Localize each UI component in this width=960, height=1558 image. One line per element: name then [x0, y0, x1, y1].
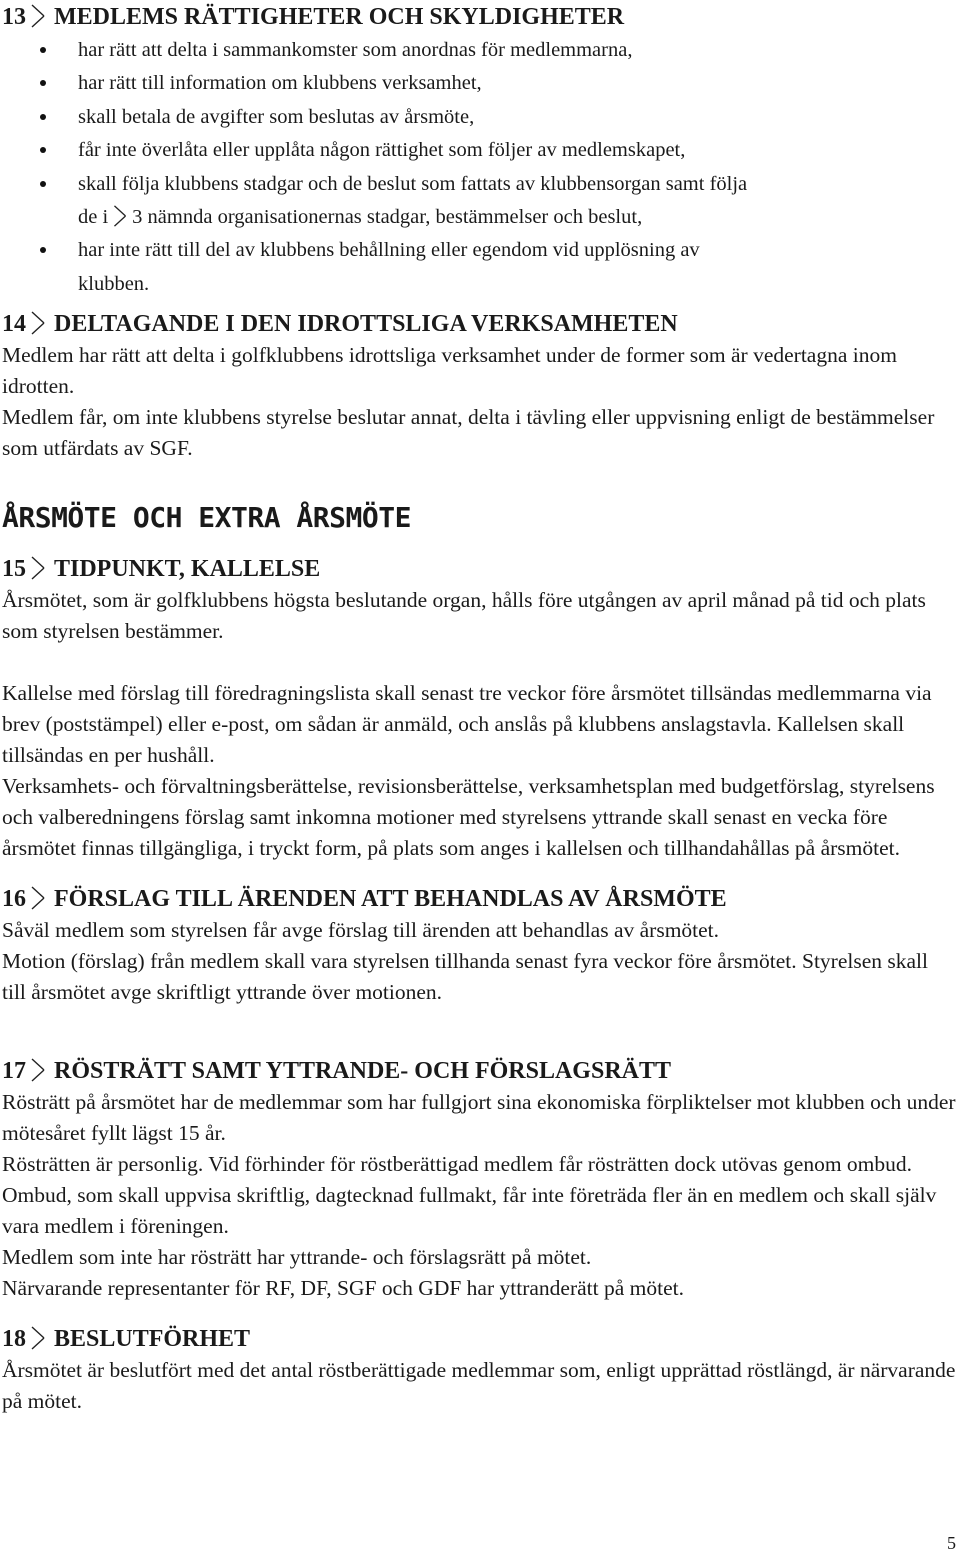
section-mark-icon: [30, 1325, 46, 1351]
paragraph: Kallelse med förslag till föredragningslista skall senast tre veckor före årsmötet tillsändas medlemmarna via brev (poststämpel) eller e-post, om sådan är anmäld, och anslås på klubbens anslagstavla. Kallelsen skall tillsändas en per hushåll.: [2, 681, 932, 768]
section-14-heading: [2, 309, 957, 340]
bullet-icon: [40, 80, 46, 86]
page-number: 5: [947, 1533, 956, 1553]
paragraph: Motion (förslag) från medlem skall vara styrelsen tillhanda senast fyra veckor före årsmötet. Styrelsen skall till årsmötet avge skriftligt yttrande över motionen.: [2, 949, 929, 1005]
chapter-title: ÅRSMÖTE OCH EXTRA ÅRSMÖTE: [2, 501, 411, 535]
paragraph: Rösträtt på årsmötet har de medlemmar som har fullgjort sina ekonomiska förpliktelser mot klubben och under mötesåret fyllt lägst 15 år.: [2, 1090, 956, 1146]
paragraph: Årsmötet, som är golfklubbens högsta beslutande organ, hålls före utgången av april månad på tid och plats som styrelsen bestämmer.: [2, 588, 926, 644]
section-title: FÖRSLAG TILL ÄRENDEN ATT BEHANDLAS AV ÅRSMÖTE: [54, 886, 727, 913]
section-title: BESLUTFÖRHET: [54, 1326, 251, 1353]
paragraph: Medlem har rätt att delta i golfklubbens idrottsliga verksamhet under de former som är vedertagna inom idrotten.: [2, 343, 897, 399]
paragraph: Årsmötet är beslutfört med det antal röstberättigade medlemmar som, enligt upprättad röstlängd, är närvarande på mötet.: [2, 1358, 956, 1414]
section-number: 14: [2, 311, 26, 338]
paragraph: Närvarande representanter för RF, DF, SGF och GDF har yttranderätt på mötet.: [2, 1276, 684, 1301]
section-mark-icon: [30, 3, 46, 29]
section-mark-icon: [30, 555, 46, 581]
rights-list: [2, 34, 957, 301]
section-13-heading: [2, 2, 957, 33]
section-mark-icon: [30, 1057, 46, 1083]
list-item: har inte rätt till del av klubbens behållning eller egendom vid upplösning av klubben.: [2, 234, 957, 301]
section-mark-icon: [112, 204, 128, 228]
paragraph: Verksamhets- och förvaltningsberättelse, revisionsberättelse, verksamhetsplan med budgetförslag, styrelsens och valberedningens förslag samt inkomna motioner med styrelsens yttrande skall senast en vecka före årsmötet finnas tillgängliga, i tryckt form, på plats som anges i kallelsen och tillhandahållas på årsmötet.: [2, 774, 935, 861]
list-item: har rätt att delta i sammankomster som anordnas för medlemmarna,: [2, 34, 957, 67]
list-item: har rätt till information om klubbens verksamhet,: [2, 67, 957, 100]
section-number: 13: [2, 4, 26, 30]
bullet-icon: [40, 114, 46, 120]
section-mark-icon: [30, 885, 46, 911]
section-16-heading: [2, 884, 957, 915]
bullet-icon: [40, 47, 46, 53]
bullet-icon: [40, 181, 46, 187]
section-number: 16: [2, 886, 26, 913]
section-mark-icon: [30, 310, 46, 336]
list-item: får inte överlåta eller upplåta någon rättighet som följer av medlemskapet,: [2, 134, 957, 167]
section-number: 18: [2, 1326, 26, 1353]
paragraph: Medlem får, om inte klubbens styrelse beslutar annat, delta i tävling eller uppvisning enligt de bestämmelser som utfärdats av SGF.: [2, 405, 935, 461]
paragraph: Rösträtten är personlig. Vid förhinder för röstberättigad medlem får rösträtten dock utövas genom ombud. Ombud, som skall uppvisa skriftlig, dagtecknad fullmakt, får inte företräda fler än en medlem och skall själv vara medlem i föreningen.: [2, 1152, 937, 1239]
document-page: [2, 0, 957, 1417]
section-title: MEDLEMS RÄTTIGHETER OCH SKYLDIGHETER: [54, 4, 625, 30]
section-title: DELTAGANDE I DEN IDROTTSLIGA VERKSAMHETEN: [54, 311, 678, 338]
bullet-icon: [40, 247, 46, 253]
section-17-heading: [2, 1056, 957, 1087]
section-number: 17: [2, 1058, 26, 1085]
section-15-heading: [2, 554, 957, 585]
bullet-icon: [40, 147, 46, 153]
section-title: TIDPUNKT, KALLELSE: [54, 556, 321, 583]
section-title: RÖSTRÄTT SAMT YTTRANDE- OCH FÖRSLAGSRÄTT: [54, 1058, 672, 1085]
list-item: skall betala de avgifter som beslutas av årsmöte,: [2, 101, 957, 134]
section-number: 15: [2, 556, 26, 583]
list-item: skall följa klubbens stadgar och de beslut som fattats av klubbensorgan samt följa de i 3 nämnda organisationernas stadgar, bestämmelser och beslut,: [2, 168, 957, 235]
section-18-heading: [2, 1324, 957, 1355]
paragraph: Såväl medlem som styrelsen får avge förslag till ärenden att behandlas av årsmötet.: [2, 918, 720, 943]
paragraph: Medlem som inte har rösträtt har yttrande- och förslagsrätt på mötet.: [2, 1245, 592, 1270]
